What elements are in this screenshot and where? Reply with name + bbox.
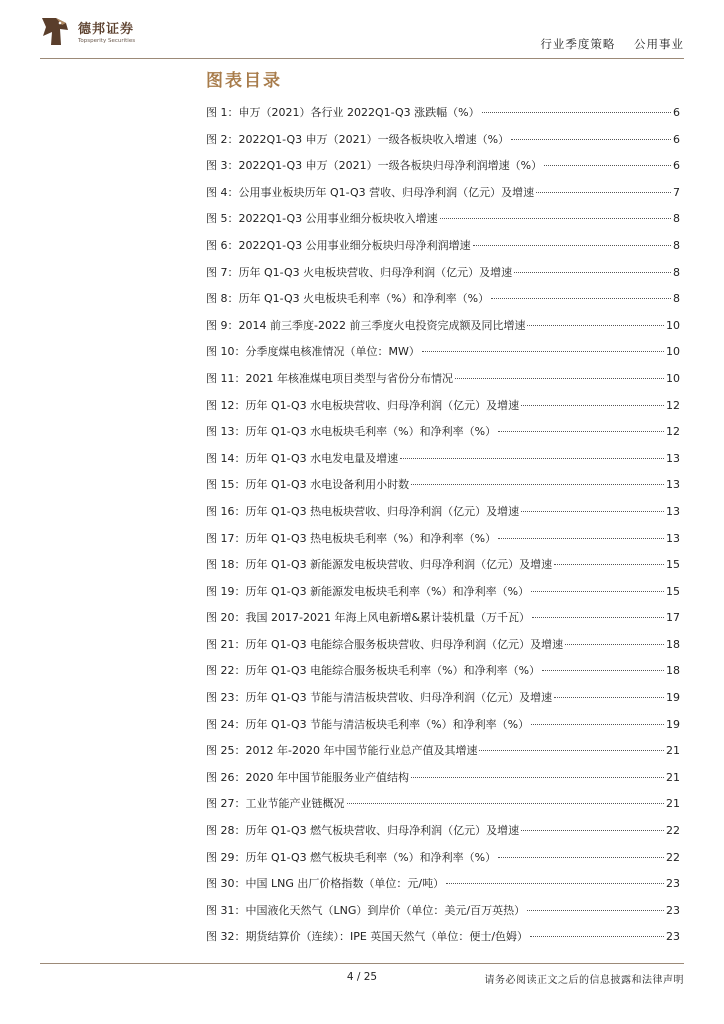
- toc-entry-page: 13: [666, 531, 680, 545]
- toc-entry-label: 图 30: [206, 877, 235, 891]
- toc-entry-label: 图 16: [206, 504, 235, 518]
- toc-entry-page: 10: [666, 318, 680, 332]
- toc-entry-label: 图 4: [206, 185, 228, 199]
- toc-entry-separator: ：: [234, 824, 246, 838]
- toc-entry-title: 期货结算价（连续）：IPE 英国天然气（单位：便士/色姆）: [245, 930, 529, 944]
- toc-entry-title: 历年 Q1-Q3 水电设备利用小时数: [245, 478, 410, 492]
- toc-dot-leader: [521, 830, 664, 831]
- toc-dot-leader: [498, 431, 664, 432]
- toc-entry-label: 图 14: [206, 451, 235, 465]
- toc-entry[interactable]: [206, 609, 680, 636]
- toc-entry[interactable]: [206, 769, 680, 796]
- toc-entry[interactable]: [206, 450, 680, 477]
- toc-entry-separator: ：: [234, 797, 246, 811]
- toc-entry-label: 图 18: [206, 558, 235, 572]
- toc-entry[interactable]: [206, 583, 680, 610]
- toc-entry-page: 22: [666, 824, 680, 838]
- toc-dot-leader: [531, 591, 664, 592]
- toc-dot-leader: [440, 218, 671, 219]
- toc-entry-title: 分季度煤电核准情况（单位：MW）: [245, 345, 420, 359]
- toc-entry-page: 8: [673, 265, 680, 279]
- toc-entry-label: 图 17: [206, 531, 235, 545]
- toc-entry-page: 18: [666, 664, 680, 678]
- toc-entry-title: 2021 年核准煤电项目类型与省份分布情况: [245, 371, 453, 385]
- toc-entry-page: 7: [673, 185, 680, 199]
- toc-entry-label: 图 3: [206, 159, 228, 173]
- toc-entry-label: 图 25: [206, 744, 235, 758]
- toc-dot-leader: [554, 697, 664, 698]
- toc-entry-label: 图 26: [206, 770, 235, 784]
- toc-entry-page: 22: [666, 850, 680, 864]
- toc-entry-separator: ：: [234, 744, 246, 758]
- toc-entry-page: 6: [673, 132, 680, 146]
- toc-entry-separator: ：: [234, 903, 246, 917]
- toc-entry[interactable]: [206, 476, 680, 503]
- toc-entry[interactable]: [206, 397, 680, 424]
- toc-entry-title: 工业节能产业链概况: [245, 797, 345, 811]
- toc-entry-separator: ：: [234, 425, 246, 439]
- toc-entry-page: 23: [666, 930, 680, 944]
- toc-entry-separator: ：: [227, 265, 239, 279]
- toc-dot-leader: [455, 378, 664, 379]
- toc-dot-leader: [479, 750, 664, 751]
- toc-entry[interactable]: [206, 795, 680, 822]
- toc-entry-label: 图 9: [206, 318, 228, 332]
- footer-divider: [40, 963, 684, 964]
- toc-entry-label: 图 19: [206, 584, 235, 598]
- toc-entry-separator: ：: [227, 159, 239, 173]
- toc-entry-separator: ：: [234, 611, 246, 625]
- toc-entry-title: 2022Q1-Q3 公用事业细分板块归母净利润增速: [238, 238, 471, 252]
- toc-entry-label: 图 22: [206, 664, 235, 678]
- toc-entry-label: 图 15: [206, 478, 235, 492]
- toc-entry-separator: ：: [234, 478, 246, 492]
- toc-entry-page: 13: [666, 451, 680, 465]
- toc-entry-page: 10: [666, 345, 680, 359]
- toc-entry-label: 图 13: [206, 425, 235, 439]
- toc-entry-separator: ：: [227, 292, 239, 306]
- toc-entry-page: 12: [666, 425, 680, 439]
- toc-entry-separator: ：: [234, 930, 246, 944]
- toc-entry-separator: ：: [227, 106, 239, 119]
- toc-entry-title: 历年 Q1-Q3 火电板块营收、归母净利润（亿元）及增速: [238, 265, 513, 279]
- toc-entry-page: 13: [666, 478, 680, 492]
- toc-entry-separator: ：: [234, 345, 246, 359]
- toc-entry[interactable]: [206, 902, 680, 929]
- toc-entry[interactable]: [206, 423, 680, 450]
- toc-entry[interactable]: [206, 716, 680, 743]
- toc-entry-separator: ：: [227, 238, 239, 252]
- toc-entry-separator: ：: [234, 770, 246, 784]
- toc-dot-leader: [400, 458, 664, 459]
- toc-dot-leader: [521, 405, 664, 406]
- toc-entry[interactable]: [206, 503, 680, 530]
- toc-entry-title: 我国 2017-2021 年海上风电新增&累计装机量（万千瓦）: [245, 611, 531, 625]
- toc-entry-separator: ：: [234, 850, 246, 864]
- toc-entry[interactable]: [206, 264, 680, 291]
- toc-entry-separator: ：: [234, 664, 246, 678]
- toc-entry-separator: ：: [234, 398, 246, 412]
- toc-dot-leader: [527, 910, 664, 911]
- industry-name: 公用事业: [634, 37, 684, 51]
- toc-dot-leader: [532, 617, 664, 618]
- toc-entry-page: 15: [666, 558, 680, 572]
- toc-entry-separator: ：: [227, 132, 239, 146]
- toc-entry-separator: ：: [227, 318, 239, 332]
- toc-entry-separator: ：: [234, 371, 246, 385]
- toc-entry-label: 图 20: [206, 611, 235, 625]
- toc-entry-page: 19: [666, 717, 680, 731]
- report-category: [540, 36, 684, 52]
- toc-entry-label: 图 29: [206, 850, 235, 864]
- toc-entry[interactable]: [206, 689, 680, 716]
- toc-entry-title: 历年 Q1-Q3 电能综合服务板块营收、归母净利润（亿元）及增速: [245, 637, 564, 651]
- toc-entry-title: 历年 Q1-Q3 新能源发电板块营收、归母净利润（亿元）及增速: [245, 558, 553, 572]
- toc-dot-leader: [411, 484, 664, 485]
- toc-entry-page: 12: [666, 398, 680, 412]
- toc-entry-label: 图 11: [206, 371, 235, 385]
- toc-entry[interactable]: [206, 104, 680, 131]
- toc-entry-page: 23: [666, 903, 680, 917]
- toc-entry[interactable]: [206, 928, 680, 955]
- toc-entry-page: 17: [666, 611, 680, 625]
- toc-entry-page: 21: [666, 744, 680, 758]
- toc-entry-label: 图 31: [206, 903, 235, 917]
- toc-entry-page: 23: [666, 877, 680, 891]
- toc-entry[interactable]: [206, 237, 680, 264]
- toc-entry[interactable]: [206, 636, 680, 663]
- toc-entry-separator: ：: [234, 451, 246, 465]
- toc-entry-separator: ：: [227, 185, 239, 199]
- toc-entry[interactable]: [206, 184, 680, 211]
- toc-entry-separator: ：: [227, 212, 239, 226]
- toc-entry[interactable]: [206, 662, 680, 689]
- toc-list: [206, 104, 680, 955]
- toc-dot-leader: [491, 298, 671, 299]
- toc-dot-leader: [498, 857, 664, 858]
- toc-entry-label: 图 24: [206, 717, 235, 731]
- brand-name-en: Topsperity Securities: [78, 38, 136, 44]
- toc-entry-page: 21: [666, 770, 680, 784]
- toc-dot-leader: [422, 351, 664, 352]
- toc-entry[interactable]: [206, 157, 680, 184]
- toc-entry[interactable]: [206, 290, 680, 317]
- toc-entry[interactable]: [206, 210, 680, 237]
- toc-dot-leader: [446, 883, 664, 884]
- toc-entry-separator: ：: [234, 877, 246, 891]
- toc-entry-title: 历年 Q1-Q3 热电板块毛利率（%）和净利率（%）: [245, 531, 497, 545]
- toc-entry[interactable]: [206, 875, 680, 902]
- toc-entry-page: 15: [666, 584, 680, 598]
- toc-entry-title: 中国 LNG 出厂价格指数（单位：元/吨）: [245, 877, 445, 891]
- toc-entry[interactable]: [206, 530, 680, 557]
- toc-title: 图表目录: [206, 71, 282, 91]
- toc-dot-leader: [498, 538, 664, 539]
- toc-entry-separator: ：: [234, 637, 246, 651]
- toc-entry-title: 历年 Q1-Q3 燃气板块营收、归母净利润（亿元）及增速: [245, 824, 520, 838]
- toc-entry-page: 8: [673, 212, 680, 226]
- toc-dot-leader: [511, 139, 671, 140]
- toc-entry-title: 2012 年-2020 年中国节能行业总产值及其增速: [245, 744, 478, 758]
- toc-dot-leader: [521, 511, 664, 512]
- toc-dot-leader: [544, 165, 671, 166]
- toc-entry[interactable]: [206, 370, 680, 397]
- toc-entry-title: 历年 Q1-Q3 水电板块毛利率（%）和净利率（%）: [245, 425, 497, 439]
- toc-entry-title: 2022Q1-Q3 公用事业细分板块收入增速: [238, 212, 438, 226]
- toc-entry-page: 8: [673, 238, 680, 252]
- toc-entry-label: 图 7: [206, 265, 228, 279]
- logo-mark-icon: [40, 14, 70, 48]
- toc-entry-label: 图 1: [206, 106, 228, 119]
- toc-entry-title: 历年 Q1-Q3 火电板块毛利率（%）和净利率（%）: [238, 292, 490, 306]
- toc-entry-title: 历年 Q1-Q3 水电板块营收、归母净利润（亿元）及增速: [245, 398, 520, 412]
- toc-entry[interactable]: [206, 343, 680, 370]
- toc-entry-label: 图 2: [206, 132, 228, 146]
- toc-entry-label: 图 32: [206, 930, 235, 944]
- toc-entry[interactable]: [206, 317, 680, 344]
- toc-dot-leader: [347, 803, 665, 804]
- toc-entry-label: 图 12: [206, 398, 235, 412]
- toc-entry-title: 历年 Q1-Q3 热电板块营收、归母净利润（亿元）及增速: [245, 504, 520, 518]
- toc-entry-title: 历年 Q1-Q3 新能源发电板块毛利率（%）和净利率（%）: [245, 584, 530, 598]
- page-number: 4 / 25: [346, 971, 378, 983]
- toc-entry-separator: ：: [234, 584, 246, 598]
- toc-dot-leader: [531, 724, 664, 725]
- toc-entry-label: 图 27: [206, 797, 235, 811]
- toc-entry[interactable]: [206, 822, 680, 849]
- toc-entry-title: 历年 Q1-Q3 节能与清洁板块营收、归母净利润（亿元）及增速: [245, 691, 553, 705]
- toc-entry-label: 图 23: [206, 691, 235, 705]
- toc-dot-leader: [482, 112, 671, 113]
- toc-entry-separator: ：: [234, 504, 246, 518]
- toc-dot-leader: [530, 936, 664, 937]
- toc-dot-leader: [565, 644, 664, 645]
- toc-entry-label: 图 21: [206, 637, 235, 651]
- toc-entry-page: 10: [666, 371, 680, 385]
- toc-entry[interactable]: [206, 742, 680, 769]
- brand-name-cn: 德邦证券: [78, 22, 135, 37]
- toc-dot-leader: [542, 670, 664, 671]
- toc-entry-title: 2014 前三季度-2022 前三季度火电投资完成额及同比增速: [238, 318, 526, 332]
- page-header: [0, 0, 724, 62]
- header-spacer: [620, 37, 629, 51]
- toc-entry-title: 2022Q1-Q3 申万（2021）一级各板块收入增速（%）: [238, 132, 510, 146]
- toc-entry-page: 6: [673, 106, 680, 119]
- toc-entry-title: 2022Q1-Q3 申万（2021）一级各板块归母净利润增速（%）: [238, 159, 543, 173]
- toc-entry-title: 历年 Q1-Q3 燃气板块毛利率（%）和净利率（%）: [245, 850, 497, 864]
- toc-dot-leader: [536, 192, 671, 193]
- toc-entry-label: 图 10: [206, 345, 235, 359]
- header-divider: [40, 58, 684, 59]
- toc-dot-leader: [514, 272, 671, 273]
- toc-entry-title: 公用事业板块历年 Q1-Q3 营收、归母净利润（亿元）及增速: [238, 185, 535, 199]
- toc-entry-title: 历年 Q1-Q3 电能综合服务板块毛利率（%）和净利率（%）: [245, 664, 541, 678]
- toc-dot-leader: [473, 245, 671, 246]
- toc-entry[interactable]: [206, 849, 680, 876]
- toc-entry-page: 19: [666, 691, 680, 705]
- toc-entry-title: 2020 年中国节能服务业产值结构: [245, 770, 409, 784]
- toc-entry[interactable]: [206, 131, 680, 158]
- toc-dot-leader: [554, 564, 664, 565]
- toc-entry-label: 图 8: [206, 292, 228, 306]
- company-logo: [40, 14, 150, 50]
- toc-entry-separator: ：: [234, 691, 246, 705]
- toc-entry-separator: ：: [234, 558, 246, 572]
- toc-entry-page: 13: [666, 504, 680, 518]
- toc-entry-page: 21: [666, 797, 680, 811]
- toc-entry-label: 图 28: [206, 824, 235, 838]
- toc-entry-separator: ：: [234, 531, 246, 545]
- toc-entry-page: 18: [666, 637, 680, 651]
- toc-entry-page: 8: [673, 292, 680, 306]
- toc-entry-title: 申万（2021）各行业 2022Q1-Q3 涨跌幅（%）: [238, 106, 480, 119]
- toc-entry[interactable]: [206, 556, 680, 583]
- toc-entry-label: 图 6: [206, 238, 228, 252]
- toc-entry-title: 历年 Q1-Q3 节能与清洁板块毛利率（%）和净利率（%）: [245, 717, 530, 731]
- toc-entry-title: 中国液化天然气（LNG）到岸价（单位：美元/百万英热）: [245, 903, 526, 917]
- toc-entry-title: 历年 Q1-Q3 水电发电量及增速: [245, 451, 399, 465]
- toc-entry-label: 图 5: [206, 212, 228, 226]
- report-type: 行业季度策略: [540, 37, 616, 51]
- toc-dot-leader: [527, 325, 664, 326]
- footer-disclaimer: 请务必阅读正文之后的信息披露和法律声明: [484, 975, 684, 986]
- toc-entry-page: 6: [673, 159, 680, 173]
- toc-dot-leader: [411, 777, 664, 778]
- toc-entry-separator: ：: [234, 717, 246, 731]
